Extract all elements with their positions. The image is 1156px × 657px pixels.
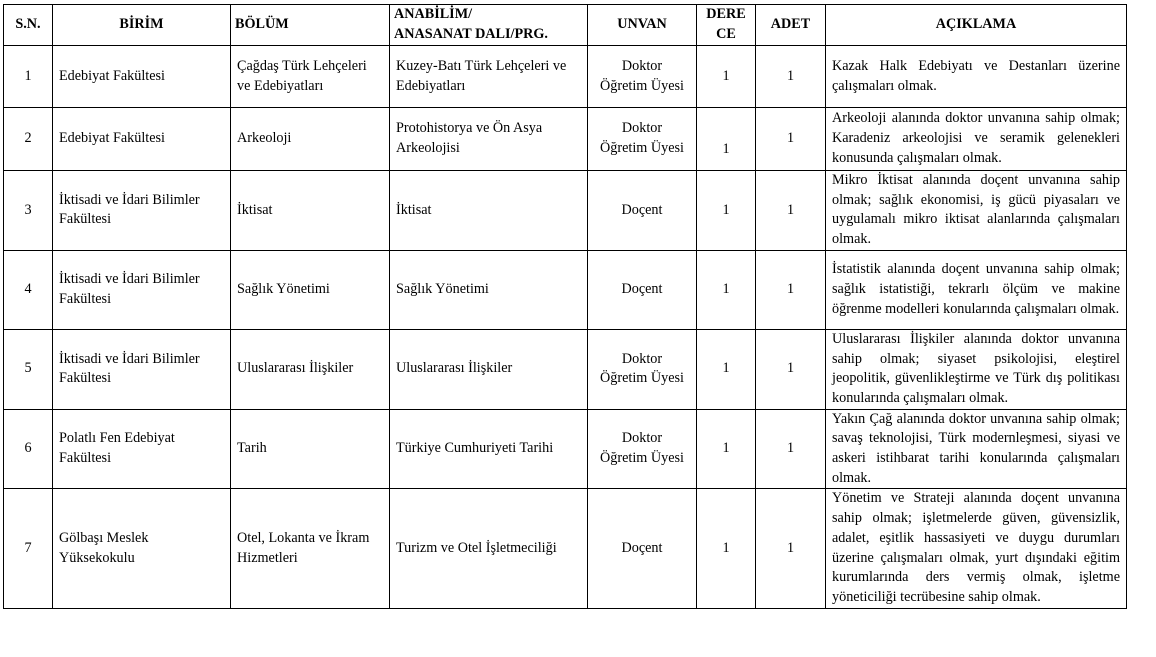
- header-row: [4, 5, 1127, 46]
- row-bolum: Otel, Lokanta ve İkram Hizmetleri: [231, 489, 390, 608]
- row-bolum: İktisat: [231, 171, 390, 251]
- table-row: [4, 108, 1127, 171]
- row-unvan-line1: Doktor: [621, 430, 663, 447]
- row-aciklama: Mikro İktisat alanında doçent unvanına sahip olmak; sağlık ekonomisi, iş gücü piyasaları ve uygulamalı mikro iktisat alanlarında çalışmaları olmak.: [826, 171, 1127, 251]
- row-bolum: Tarih: [231, 409, 390, 489]
- row-anabilim: Protohistorya ve Ön Asya Arkeolojisi: [390, 108, 588, 171]
- row-derece: 1: [697, 409, 756, 489]
- table-row: [4, 250, 1127, 329]
- row-adet: 1: [756, 108, 826, 171]
- positions-table: [3, 4, 1127, 609]
- row-sn: 2: [4, 108, 53, 171]
- row-sn: 3: [4, 171, 53, 251]
- header-derece-line2: CE: [716, 26, 736, 42]
- row-birim: Edebiyat Fakültesi: [53, 108, 231, 171]
- row-sn: 5: [4, 329, 53, 409]
- row-unvan: Doçent: [588, 250, 697, 329]
- row-bolum: Arkeoloji: [231, 108, 390, 171]
- row-adet: 1: [756, 250, 826, 329]
- row-unvan-line1: Doktor: [621, 120, 663, 137]
- row-derece: 1: [697, 108, 756, 171]
- header-adet: ADET: [756, 5, 826, 46]
- header-unvan: UNVAN: [588, 5, 697, 46]
- row-adet: 1: [756, 46, 826, 108]
- row-birim: Edebiyat Fakültesi: [53, 46, 231, 108]
- header-bolum: BÖLÜM: [231, 5, 390, 46]
- row-anabilim: Sağlık Yönetimi: [390, 250, 588, 329]
- row-anabilim: Turizm ve Otel İşletmeciliği: [390, 489, 588, 608]
- row-sn: 4: [4, 250, 53, 329]
- row-unvan-line2: Öğretim Üyesi: [600, 370, 684, 387]
- row-unvan-line2: Öğretim Üyesi: [600, 140, 684, 156]
- row-derece: 1: [697, 489, 756, 608]
- row-unvan-line1: Doktor: [621, 57, 663, 74]
- header-birim: BİRİM: [53, 5, 231, 46]
- header-sn: S.N.: [4, 5, 53, 46]
- row-aciklama: Yakın Çağ alanında doktor unvanına sahip olmak; savaş teknolojisi, Türk modernleşmesi, siyasi ve askeri istihbarat tarihi konularında çalışmaları olmak.: [826, 409, 1127, 489]
- row-unvan: Doçent: [588, 171, 697, 251]
- row-anabilim: Kuzey-Batı Türk Lehçeleri ve Edebiyatları: [390, 46, 588, 108]
- row-aciklama: Yönetim ve Strateji alanında doçent unvanına sahip olmak; işletmelerde güven, güvensizlik, adalet, eşitlik hassasiyeti ve duygu durumları üzerine çalışmaları olmak, yurt dışındaki eğitim kurumlarında ders vermiş olmak, işletme yöneticiliği tecrübesine sahip olmak.: [826, 489, 1127, 608]
- row-adet: 1: [756, 329, 826, 409]
- header-anabilim: [390, 5, 588, 46]
- row-bolum: Sağlık Yönetimi: [231, 250, 390, 329]
- header-derece-line1: DERE: [706, 6, 746, 23]
- row-bolum: Uluslararası İlişkiler: [231, 329, 390, 409]
- row-unvan: [588, 108, 697, 171]
- row-anabilim: Uluslararası İlişkiler: [390, 329, 588, 409]
- row-sn: 7: [4, 489, 53, 608]
- row-derece: 1: [697, 171, 756, 251]
- header-aciklama: AÇIKLAMA: [826, 5, 1127, 46]
- row-aciklama: Uluslararası İlişkiler alanında doktor unvanına sahip olmak; siyaset psikolojisi, eleştirel jeopolitik, güvenlikleştirme ve Türk dış politikası konularında çalışmaları olmak.: [826, 329, 1127, 409]
- row-unvan-line1: Doktor: [621, 350, 663, 367]
- header-derece: [697, 5, 756, 46]
- row-derece: 1: [697, 46, 756, 108]
- row-unvan-line2: Öğretim Üyesi: [600, 77, 684, 94]
- row-bolum: Çağdaş Türk Lehçeleri ve Edebiyatları: [231, 46, 390, 108]
- row-sn: 1: [4, 46, 53, 108]
- table-row: [4, 46, 1127, 108]
- row-birim: Polatlı Fen Edebiyat Fakültesi: [53, 409, 231, 489]
- row-unvan-line2: Öğretim Üyesi: [600, 450, 684, 467]
- row-aciklama: Kazak Halk Edebiyatı ve Destanları üzerine çalışmaları olmak.: [826, 46, 1127, 108]
- header-anabilim-line1: ANABİLİM/: [394, 6, 473, 23]
- row-sn: 6: [4, 409, 53, 489]
- row-derece: 1: [697, 329, 756, 409]
- row-birim: İktisadi ve İdari Bilimler Fakültesi: [53, 171, 231, 251]
- row-unvan: [588, 46, 697, 108]
- table-row: [4, 489, 1127, 608]
- row-adet: 1: [756, 171, 826, 251]
- row-aciklama: İstatistik alanında doçent unvanına sahip olmak; sağlık istatistiği, tekrarlı ölçüm ve makine öğrenme modelleri konularında çalışmaları olmak.: [826, 250, 1127, 329]
- row-derece: 1: [697, 250, 756, 329]
- row-adet: 1: [756, 489, 826, 608]
- row-birim: Gölbaşı Meslek Yüksekokulu: [53, 489, 231, 608]
- row-aciklama: Arkeoloji alanında doktor unvanına sahip olmak; Karadeniz arkeolojisi ve seramik gelenekleri konusunda çalışmaları olmak.: [826, 108, 1127, 171]
- row-unvan: Doçent: [588, 489, 697, 608]
- row-anabilim: İktisat: [390, 171, 588, 251]
- table-row: [4, 329, 1127, 409]
- row-unvan: [588, 329, 697, 409]
- table-row: [4, 171, 1127, 251]
- row-adet: 1: [756, 409, 826, 489]
- row-birim: İktisadi ve İdari Bilimler Fakültesi: [53, 250, 231, 329]
- row-unvan: [588, 409, 697, 489]
- row-birim: İktisadi ve İdari Bilimler Fakültesi: [53, 329, 231, 409]
- table-row: [4, 409, 1127, 489]
- row-anabilim: Türkiye Cumhuriyeti Tarihi: [390, 409, 588, 489]
- header-anabilim-line2: ANASANAT DALI/PRG.: [394, 26, 548, 42]
